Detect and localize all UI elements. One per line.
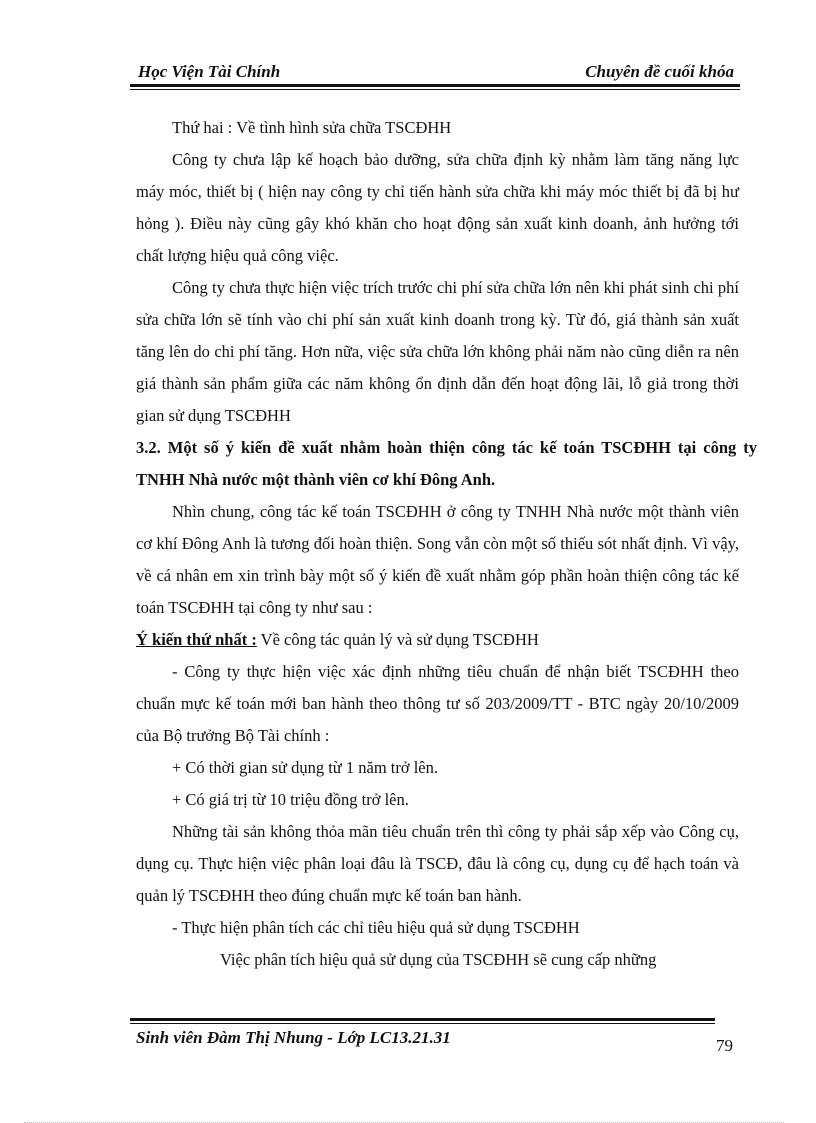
- opinion-line: [136, 624, 739, 656]
- opinion-text: Về công tác quản lý và sử dụng TSCĐHH: [256, 630, 539, 649]
- paragraph-5: - Công ty thực hiện việc xác định những tiêu chuẩn để nhận biết TSCĐHH theo chuẩn mực kế toán mới ban hành theo thông tư số 203/2009/TT - BTC ngày 20/10/2009 của Bộ trưởng Bộ Tài chính :: [136, 662, 739, 745]
- paragraph-3: Công ty chưa thực hiện việc trích trước chi phí sửa chữa lớn nên khi phát sinh chi phí sửa chữa lớn sẽ tính vào chi phí sản xuất kinh doanh trong kỳ. Từ đó, giá thành sản xuất tăng lên do chi phí tăng. Hơn nữa, việc sửa chữa lớn không phải năm nào cũng diễn ra nên giá thành sản phẩm giữa các năm không ổn định dẫn đến hoạt động lãi, lỗ giả trong thời gian sử dụng TSCĐHH: [136, 278, 739, 425]
- header-rule-thin: [130, 89, 740, 90]
- footer-rule-thick: [130, 1018, 715, 1021]
- footer-rule-thin: [130, 1023, 715, 1024]
- paragraph-1: Thứ hai : Về tình hình sửa chữa TSCĐHH: [172, 118, 452, 137]
- paragraph-7: - Thực hiện phân tích các chỉ tiêu hiệu quả sử dụng TSCĐHH: [172, 918, 580, 937]
- header-left: Học Viện Tài Chính: [138, 62, 281, 81]
- page-number: 79: [716, 1036, 733, 1055]
- header-right: Chuyên đề cuối khóa: [585, 62, 734, 81]
- opinion-label: Ý kiến thứ nhất :: [136, 630, 257, 649]
- bullet-2: + Có giá trị từ 10 triệu đồng trở lên.: [172, 790, 409, 809]
- page-body: [136, 112, 757, 976]
- section-heading: 3.2. Một số ý kiến đề xuất nhằm hoàn thiện công tác kế toán TSCĐHH tại công ty TNHH Nhà nước một thành viên cơ khí Đông Anh.: [136, 438, 757, 489]
- bullet-1: + Có thời gian sử dụng từ 1 năm trở lên.: [172, 758, 438, 777]
- paragraph-6: Những tài sản không thỏa mãn tiêu chuẩn trên thì công ty phải sắp xếp vào Công cụ, dụng cụ. Thực hiện việc phân loại đâu là TSCĐ, đâu là công cụ, dụng cụ để hạch toán và quản lý TSCĐHH theo đúng chuẩn mực kế toán ban hành.: [136, 822, 739, 905]
- paragraph-8: Việc phân tích hiệu quả sử dụng của TSCĐHH sẽ cung cấp những: [220, 950, 657, 969]
- header-rule-thick: [130, 84, 740, 87]
- paragraph-4: Nhìn chung, công tác kế toán TSCĐHH ở công ty TNHH Nhà nước một thành viên cơ khí Đông Anh là tương đối hoàn thiện. Song vẫn còn một số thiếu sót nhất định. Vì vậy, về cá nhân em xin trình bày một số ý kiến đề xuất nhằm góp phần hoàn thiện công tác kế toán TSCĐHH tại công ty như sau :: [136, 502, 739, 617]
- footer-text: Sinh viên Đàm Thị Nhung - Lớp LC13.21.31: [136, 1028, 451, 1047]
- paragraph-2: Công ty chưa lập kế hoạch bảo dưỡng, sửa chữa định kỳ nhằm làm tăng năng lực máy móc, thiết bị ( hiện nay công ty chỉ tiến hành sửa chữa khi máy móc thiết bị đã bị hư hỏng ). Điều này cũng gây khó khăn cho hoạt động sản xuất kinh doanh, ảnh hưởng tới chất lượng hiệu quả công việc.: [136, 150, 739, 265]
